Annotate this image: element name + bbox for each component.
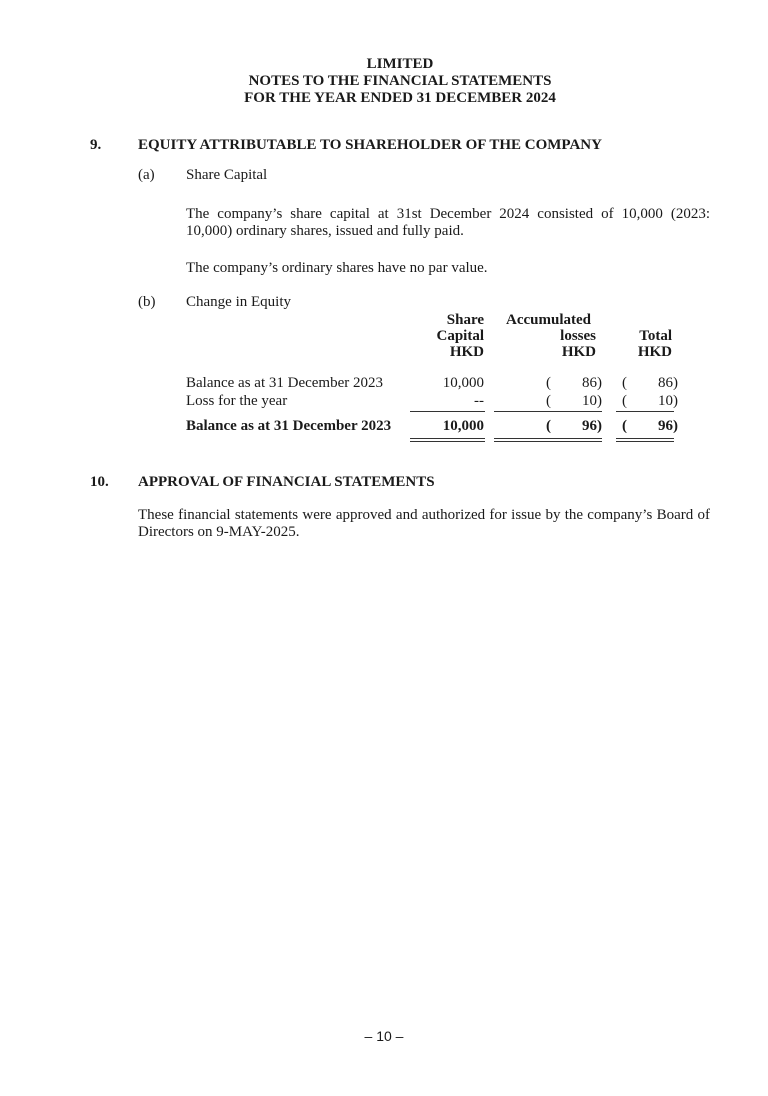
row-closing-balance-acc-value: 96) (582, 418, 602, 434)
rule-share-capital-double-2 (410, 441, 485, 442)
row-closing-balance-tot-value: 96) (658, 418, 678, 434)
header-title: NOTES TO THE FINANCIAL STATEMENTS (248, 73, 552, 89)
note9a-title: Share Capital (186, 167, 268, 183)
row-loss-share-capital: -- (474, 393, 484, 409)
note9-number: 9. (90, 137, 102, 153)
row-loss-label: Loss for the year (186, 393, 288, 409)
row-balance-2023-share-capital: 10,000 (442, 375, 484, 391)
note9a-paragraph-2: The company’s ordinary shares have no par value. (186, 260, 488, 276)
note10-paragraph: These financial statements were approved and authorized for issue by the company’s Board of Directors on 9-MAY-2025. (138, 507, 710, 540)
note9b-title: Change in Equity (186, 294, 291, 310)
note9b-label: (b) (138, 294, 156, 310)
row-balance-2023-label: Balance as at 31 December 2023 (186, 375, 383, 391)
header-company: LIMITED (366, 56, 434, 72)
page-number: – 10 – (364, 1028, 404, 1044)
note9-title: EQUITY ATTRIBUTABLE TO SHAREHOLDER OF THE COMPANY (138, 137, 602, 153)
row-balance-2023-tot-value: 86) (658, 375, 678, 391)
row-balance-2023-acc-value: 86) (582, 375, 602, 391)
row-balance-2023-acc-open: ( (546, 375, 551, 391)
note9a-paragraph-1: The company’s share capital at 31st December 2024 consisted of 10,000 (2023: 10,000) ordinary shares, issued and fully paid. (186, 206, 710, 239)
col-accumulated-h2: losses (560, 328, 596, 344)
row-loss-acc-value: 10) (582, 393, 602, 409)
col-share-capital-h2: Capital (436, 328, 484, 344)
row-loss-tot-open: ( (622, 393, 627, 409)
row-loss-acc-open: ( (546, 393, 551, 409)
col-total-h1: Total (639, 328, 672, 344)
note10-title: APPROVAL OF FINANCIAL STATEMENTS (138, 474, 435, 490)
rule-total-double-1 (616, 438, 674, 439)
note9a-label: (a) (138, 167, 155, 183)
rule-total-single (616, 411, 674, 412)
rule-share-capital-double-1 (410, 438, 485, 439)
col-share-capital-h3: HKD (449, 344, 484, 360)
row-loss-tot-value: 10) (658, 393, 678, 409)
row-closing-balance-acc-open: ( (546, 418, 551, 434)
rule-share-capital-single (410, 411, 485, 412)
rule-accumulated-double-1 (494, 438, 602, 439)
row-closing-balance-tot-open: ( (622, 418, 627, 434)
row-closing-balance-share-capital: 10,000 (442, 418, 484, 434)
col-accumulated-h3: HKD (561, 344, 596, 360)
rule-accumulated-single (494, 411, 602, 412)
header-period: FOR THE YEAR ENDED 31 DECEMBER 2024 (244, 90, 556, 106)
col-total-h2: HKD (637, 344, 672, 360)
col-share-capital-h1: Share (446, 312, 484, 328)
row-closing-balance-label: Balance as at 31 December 2023 (186, 418, 392, 434)
rule-total-double-2 (616, 441, 674, 442)
rule-accumulated-double-2 (494, 441, 602, 442)
row-balance-2023-tot-open: ( (622, 375, 627, 391)
col-accumulated-h1: Accumulated (506, 312, 591, 328)
note10-number: 10. (90, 474, 109, 490)
